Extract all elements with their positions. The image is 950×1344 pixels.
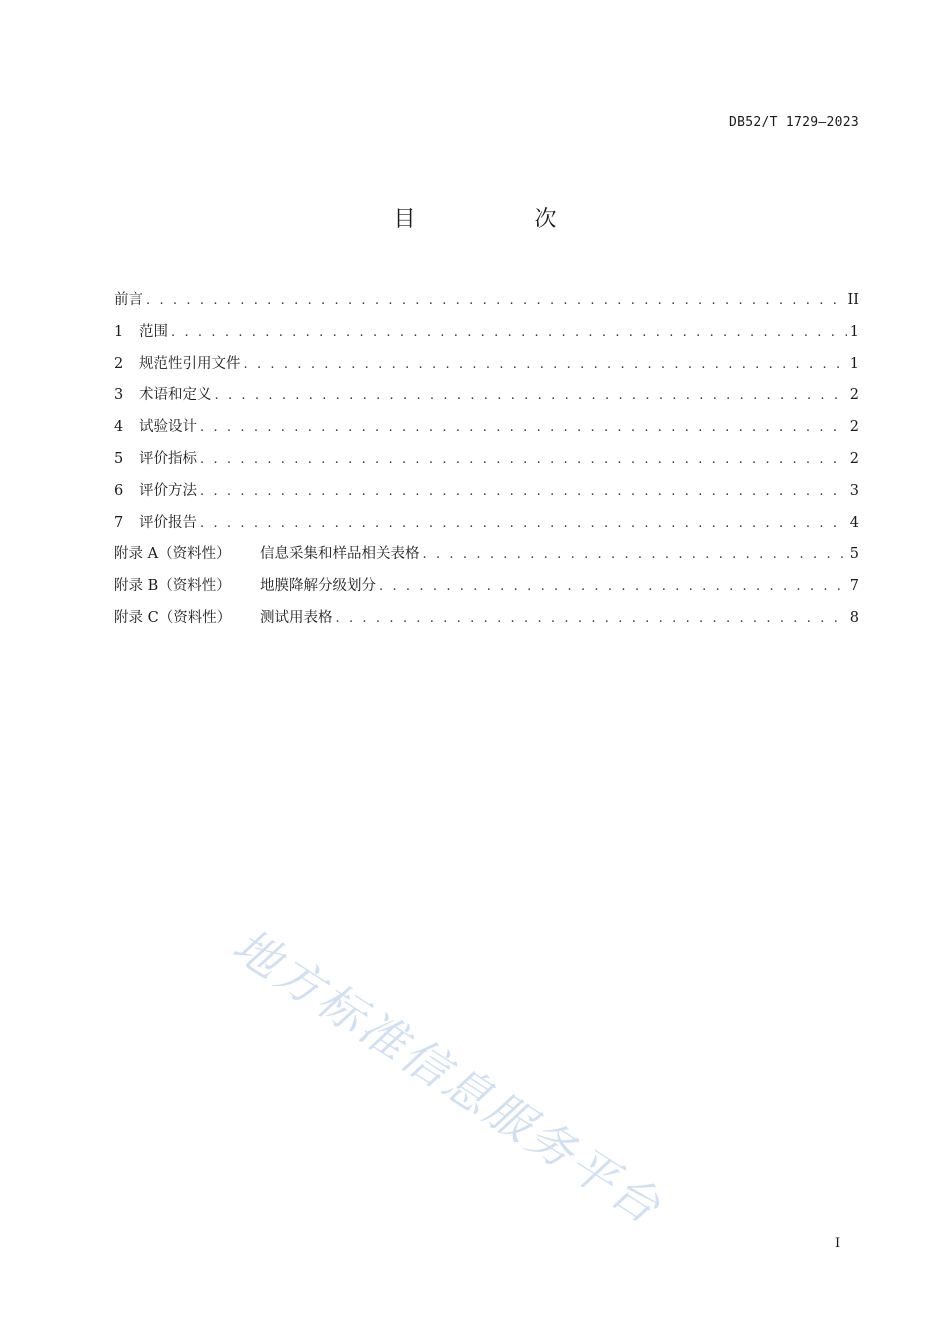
- dot-leader: [200, 516, 847, 531]
- document-code: DB52/T 1729—2023: [728, 115, 859, 130]
- toc-appendix-tag: 附录 C（资料性）: [114, 609, 232, 626]
- toc-entry-label: 地膜降解分级划分: [260, 578, 376, 595]
- toc-entry-number: 7: [114, 514, 124, 531]
- toc-entry-page: 5: [849, 546, 859, 563]
- toc-entry-page: II: [847, 292, 859, 308]
- toc-entry-label: 信息采集和样品相关表格: [260, 546, 420, 563]
- toc-entry-page: 4: [849, 514, 859, 531]
- toc-entry-page: 7: [849, 578, 859, 595]
- toc-entry-page: 8: [849, 609, 859, 626]
- dot-leader: [200, 484, 847, 499]
- toc-entry-test-design[interactable]: [114, 415, 859, 447]
- dot-leader: [244, 357, 847, 372]
- toc-entry-number: 6: [114, 482, 124, 499]
- toc-entry-page: 2: [849, 387, 859, 404]
- toc-entry-label: 前言: [114, 292, 143, 308]
- toc-entry-number: 4: [114, 419, 124, 436]
- toc-entry-appendix-b[interactable]: [114, 574, 859, 606]
- toc-entry-number: 1: [114, 323, 124, 340]
- toc-entry-label: 范围: [139, 323, 168, 340]
- dot-leader: [171, 325, 847, 340]
- dot-leader: [200, 420, 847, 435]
- toc-entry-label: 评价报告: [139, 514, 197, 531]
- toc-entry-appendix-c[interactable]: [114, 606, 859, 638]
- toc-entry-evaluation-methods[interactable]: [114, 479, 859, 511]
- toc-entry-number: 2: [114, 355, 124, 372]
- dot-leader: [146, 293, 845, 308]
- page-number: I: [835, 1236, 841, 1251]
- dot-leader: [215, 388, 847, 403]
- toc-entry-number: 5: [114, 450, 124, 467]
- watermark: 地方标准信息服务平台: [223, 917, 673, 1236]
- toc-entry-appendix-a[interactable]: [114, 542, 859, 574]
- toc-entry-foreword[interactable]: [114, 288, 859, 320]
- toc-entry-page: 3: [849, 482, 859, 499]
- toc-entry-label: 术语和定义: [139, 387, 212, 404]
- toc-entry-page: 2: [849, 419, 859, 436]
- toc-appendix-tag: 附录 A（资料性）: [114, 546, 231, 563]
- toc-entry-label: 试验设计: [139, 419, 197, 436]
- toc-entry-label: 评价方法: [139, 482, 197, 499]
- dot-leader: [336, 611, 847, 626]
- toc-entry-page: 2: [849, 450, 859, 467]
- toc-entry-page: 1: [849, 323, 859, 340]
- dot-leader: [423, 547, 847, 562]
- toc-entry-page: 1: [849, 355, 859, 372]
- page-title: 目 次: [393, 207, 613, 232]
- toc-entry-evaluation-report[interactable]: [114, 511, 859, 543]
- toc-entry-label: 评价指标: [139, 450, 197, 467]
- toc-entry-label: 规范性引用文件: [139, 355, 241, 372]
- toc-entry-terms-definitions[interactable]: [114, 383, 859, 415]
- toc-appendix-tag: 附录 B（资料性）: [114, 578, 231, 595]
- dot-leader: [200, 452, 847, 467]
- table-of-contents: [114, 288, 859, 638]
- toc-entry-normative-references[interactable]: [114, 352, 859, 384]
- toc-entry-number: 3: [114, 387, 124, 404]
- toc-entry-scope[interactable]: [114, 320, 859, 352]
- toc-entry-evaluation-indicators[interactable]: [114, 447, 859, 479]
- toc-entry-label: 测试用表格: [260, 609, 333, 626]
- dot-leader: [379, 579, 847, 594]
